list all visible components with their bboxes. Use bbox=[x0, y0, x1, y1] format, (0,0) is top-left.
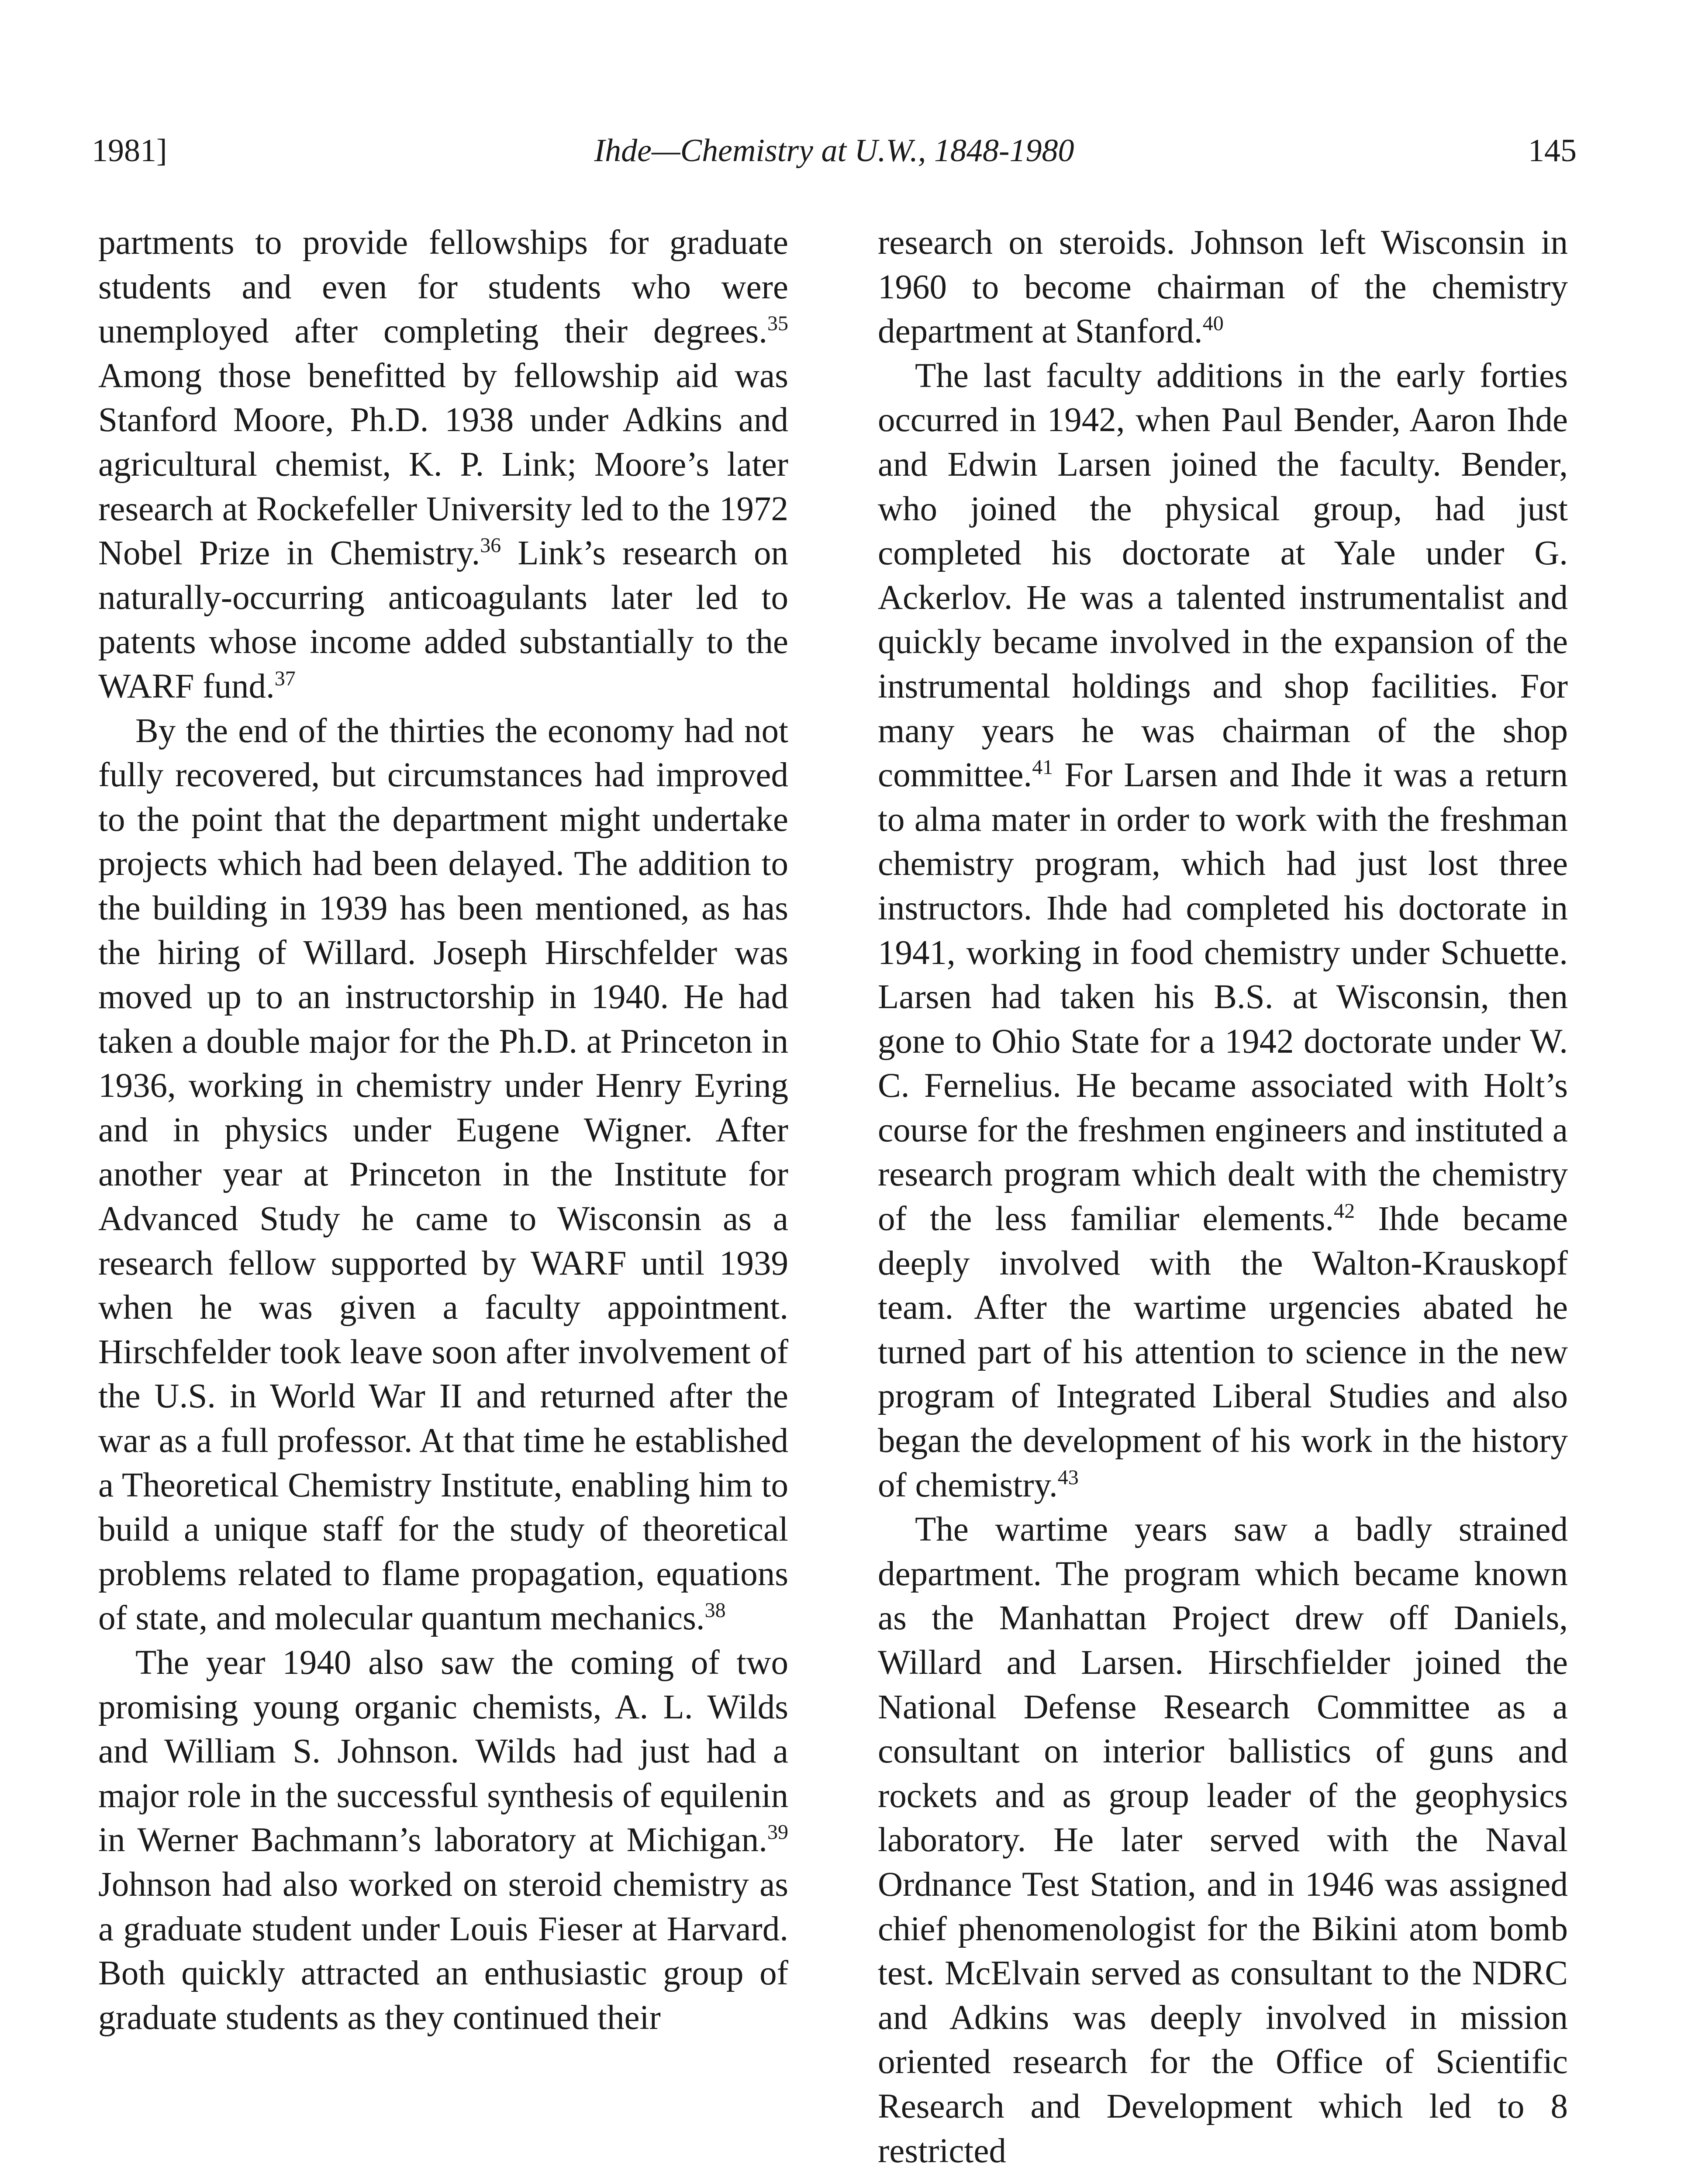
text-run: By the end of the thirties the economy had not fully recovered, but circumstances had improved to the point that the department might undertake projects which had been delayed. The addition to the building in 1939 has been mentioned, as has the hiring of Willard. Joseph Hirschfelder was moved up to an instructorship in 1940. He had taken a double major for the Ph.D. at Princeton in 1936, working in chemistry under Henry Eyring and in physics under Eugene Wigner. After another year at Princeton in the Institute for Advanced Study he came to Wisconsin as a research fellow supported by WARF until 1939 when he was given a faculty appointment. Hirschfelder took leave soon after involvement of the U.S. in World War II and returned after the war as a full professor. At that time he established a Theoretical Chemistry Institute, enabling him to build a unique staff for the study of theoretical problems related to flame propagation, equations of state, and molecular quantum mechanics. bbox=[98, 712, 788, 1638]
footnote-ref: 40 bbox=[1202, 312, 1224, 335]
text-run: For Larsen and Ihde it was a return to alma mater in order to work with the freshman chemistry program, which had just lost three instructors. Ihde had completed his doctorate in 1941, working in food chemistry under Schuette. Larsen had taken his B.S. at Wisconsin, then gone to Ohio State for a 1942 doctorate under W. C. Fernelius. He became associated with Holt’s course for the freshmen engineers and instituted a research program which dealt with the chemistry of the less familiar elements. bbox=[878, 756, 1568, 1238]
text-run: research on steroids. Johnson left Wisconsin in 1960 to become chairman of the chemistry department at Stanford. bbox=[878, 224, 1568, 351]
footnote-ref: 42 bbox=[1334, 1199, 1355, 1223]
page-number: 145 bbox=[1528, 133, 1577, 169]
footnote-ref: 37 bbox=[274, 667, 296, 690]
text-run: The last faculty additions in the early forties occurred in 1942, when Paul Bender, Aaron Ihde and Edwin Larsen joined the faculty. Bender, who joined the physical group, had just completed his doctorate at Yale under G. Ackerlov. He was a talented instrumentalist and quickly became involved in the expansion of the instrumental holdings and shop facilities. For many years he was chairman of the shop committee. bbox=[878, 356, 1568, 795]
paragraph-right-3 bbox=[878, 1507, 1568, 2173]
header-year: 1981] bbox=[92, 133, 167, 169]
footnote-ref: 36 bbox=[480, 534, 501, 557]
footnote-ref: 39 bbox=[767, 1821, 788, 1844]
footnote-ref: 43 bbox=[1057, 1465, 1079, 1489]
paragraph-left-3 bbox=[98, 1641, 788, 2040]
footnote-ref: 38 bbox=[704, 1599, 726, 1622]
text-run: Johnson had also worked on steroid chemistry as a graduate student under Louis Fieser at Harvard. Both quickly attracted an enthusiastic group of graduate students as they continued their bbox=[98, 1865, 788, 2037]
paragraph-left-2 bbox=[98, 709, 788, 1641]
text-run: Ihde became deeply involved with the Walton-Krauskopf team. After the wartime urgencies abated he turned part of his attention to science in the new program of Integrated Liberal Studies and also began the development of his work in the history of chemistry. bbox=[878, 1200, 1568, 1504]
running-header bbox=[92, 127, 1577, 175]
paragraph-right-2 bbox=[878, 354, 1568, 1507]
right-column bbox=[878, 221, 1568, 2173]
left-column bbox=[98, 221, 788, 2040]
text-run: The wartime years saw a badly strained department. The program which became known as the Manhattan Project drew off Daniels, Willard and Larsen. Hirschfielder joined the National Defense Research Committee as a consultant on interior ballistics of guns and rockets and as group leader of the geophysics laboratory. He later served with the Naval Ordnance Test Station, and in 1946 was assigned chief phenomenologist for the Bikini atom bomb test. McElvain served as consultant to the NDRC and Adkins was deeply involved in mission oriented research for the Office of Scientific Research and Development which led to 8 restricted bbox=[878, 1510, 1568, 2170]
paragraph-right-1 bbox=[878, 221, 1568, 354]
text-run: The year 1940 also saw the coming of two promising young organic chemists, A. L. Wilds and William S. Johnson. Wilds had just had a major role in the successful synthesis of equilenin in Werner Bachmann’s laboratory at Michigan. bbox=[98, 1644, 788, 1859]
text-run: Among those benefitted by fellowship aid was Stanford Moore, Ph.D. 1938 under Adkins and agricultural chemist, K. P. Link; Moore’s later research at Rockefeller University led to the 1972 Nobel Prize in Chemistry. bbox=[98, 356, 788, 573]
text-run: Link’s research on naturally-occurring anticoagulants later led to patents whose income added substantially to the WARF fund. bbox=[98, 534, 788, 705]
header-running-title: Ihde—Chemistry at U.W., 1848-1980 bbox=[594, 133, 1074, 169]
text-run: partments to provide fellowships for graduate students and even for students who were unemployed after completing their degrees. bbox=[98, 224, 788, 351]
paragraph-left-1 bbox=[98, 221, 788, 709]
footnote-ref: 35 bbox=[767, 312, 788, 335]
footnote-ref: 41 bbox=[1032, 756, 1053, 779]
